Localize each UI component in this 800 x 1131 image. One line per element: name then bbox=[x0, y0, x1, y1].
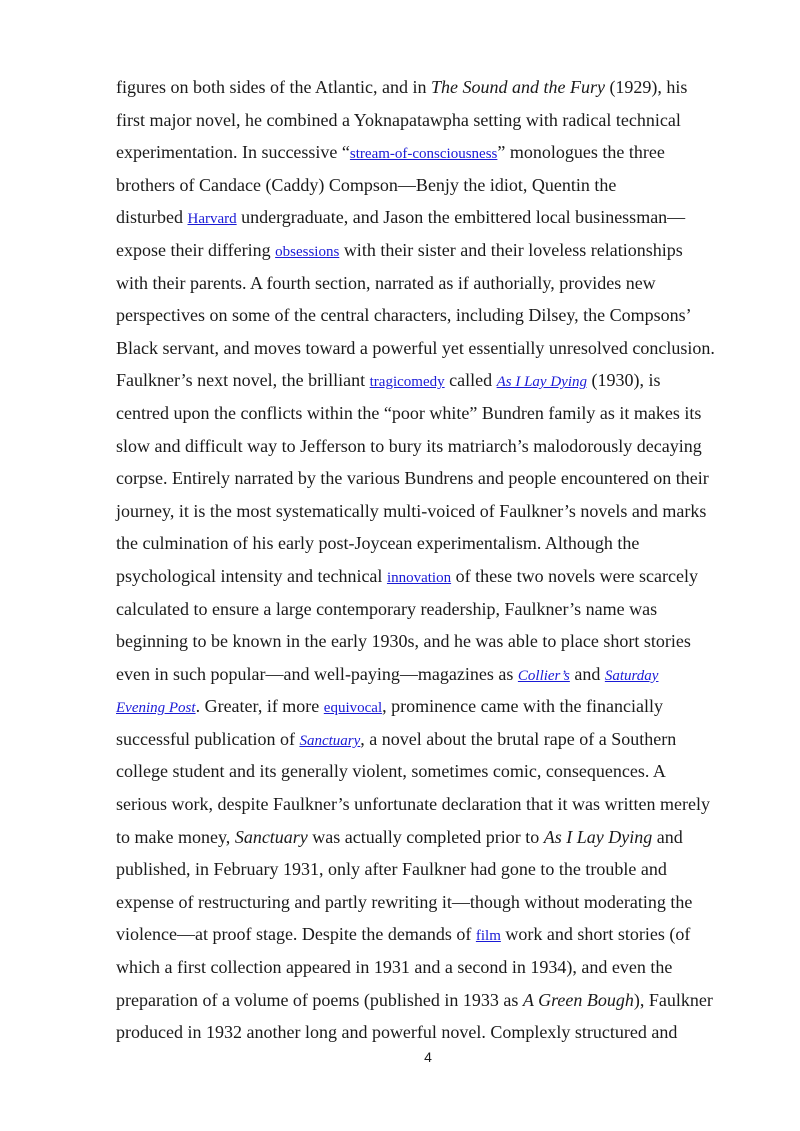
text-line bbox=[116, 234, 756, 267]
text-span: of these two novels were scarcely bbox=[451, 565, 699, 586]
text-span: first major novel, he combined a Yoknapatawpha setting with radical technical bbox=[116, 109, 681, 130]
text-span: psychological intensity and technical bbox=[116, 565, 387, 586]
text-line bbox=[116, 690, 756, 723]
text-span: work and short stories (of bbox=[500, 924, 691, 945]
text-line bbox=[116, 364, 756, 397]
text-span: (1930), is bbox=[587, 370, 661, 391]
page-number: 4 bbox=[424, 1049, 432, 1065]
text-span: journey, it is the most systematically multi-voiced of Faulkner’s novels and marks bbox=[116, 500, 707, 521]
text-span: called bbox=[444, 370, 497, 391]
text-span: expose their differing bbox=[116, 239, 276, 260]
text-line bbox=[116, 299, 756, 332]
text-line bbox=[116, 462, 756, 495]
text-span: Black servant, and moves toward a powerful yet essentially unresolved conclusion. bbox=[116, 337, 715, 358]
text-span: which a first collection appeared in 1931 and a second in 1934), and even the bbox=[116, 957, 673, 978]
text-line bbox=[116, 755, 756, 788]
text-span: published, in February 1931, only after Faulkner had gone to the trouble and bbox=[116, 859, 667, 880]
text-span: (1929), his bbox=[604, 77, 688, 97]
text-span: even in such popular—and well-paying—magazines as bbox=[116, 663, 518, 684]
text-line bbox=[116, 723, 756, 756]
inline-link[interactable]: film bbox=[475, 928, 501, 945]
text-span: serious work, despite Faulkner’s unfortunate declaration that it was written merely bbox=[116, 794, 710, 815]
text-span: ), Faulkner bbox=[633, 989, 713, 1010]
text-line bbox=[116, 984, 756, 1017]
text-line bbox=[116, 560, 756, 593]
text-span: beginning to be known in the early 1930s, and he was able to place short stories bbox=[116, 631, 691, 652]
inline-link[interactable]: stream-of-consciousness bbox=[349, 146, 498, 163]
inline-link[interactable]: Collier’s bbox=[517, 667, 570, 684]
text-span: Faulkner’s next novel, the brilliant bbox=[116, 370, 370, 391]
text-span: with their parents. A fourth section, narrated as if authorially, provides new bbox=[116, 272, 656, 293]
text-line bbox=[116, 71, 756, 104]
text-span: figures on both sides of the Atlantic, and in bbox=[116, 77, 431, 97]
text-span: expense of restructuring and partly rewriting it—though without moderating the bbox=[116, 891, 693, 912]
text-span: , prominence came with the financially bbox=[382, 696, 663, 717]
italic-text: As I Lay Dying bbox=[543, 826, 653, 847]
text-line bbox=[116, 625, 756, 658]
inline-link[interactable]: equivocal bbox=[323, 700, 383, 717]
text-span: ” monologues the three bbox=[497, 142, 665, 163]
inline-link[interactable]: Saturday bbox=[604, 667, 659, 684]
text-line bbox=[116, 918, 756, 951]
text-line bbox=[116, 1016, 756, 1049]
text-span: preparation of a volume of poems (published in 1933 as bbox=[116, 989, 523, 1010]
text-line bbox=[116, 332, 756, 365]
italic-text: The Sound and the Fury bbox=[430, 77, 605, 97]
inline-link[interactable]: As I Lay Dying bbox=[496, 374, 587, 391]
text-span: undergraduate, and Jason the embittered local businessman— bbox=[236, 207, 686, 228]
body-text bbox=[116, 71, 756, 1049]
text-span: and bbox=[569, 663, 605, 684]
text-span: to make money, bbox=[116, 826, 235, 847]
text-line bbox=[116, 788, 756, 821]
text-span: calculated to ensure a large contemporary readership, Faulkner’s name was bbox=[116, 598, 658, 619]
text-line bbox=[116, 430, 756, 463]
text-span: with their sister and their loveless relationships bbox=[339, 239, 683, 260]
text-span: college student and its generally violent, sometimes comic, consequences. A bbox=[116, 761, 666, 782]
text-span: successful publication of bbox=[116, 728, 300, 749]
inline-link[interactable]: Harvard bbox=[187, 211, 237, 228]
text-span: . Greater, if more bbox=[195, 696, 324, 717]
text-line bbox=[116, 201, 756, 234]
text-line bbox=[116, 593, 756, 626]
text-line bbox=[116, 886, 756, 919]
text-span: brothers of Candace (Caddy) Compson—Benjy the idiot, Quentin the bbox=[116, 174, 617, 195]
inline-link[interactable]: Sanctuary bbox=[299, 732, 361, 749]
text-line bbox=[116, 658, 756, 691]
text-span: was actually completed prior to bbox=[307, 826, 544, 847]
text-span: violence—at proof stage. Despite the demands of bbox=[116, 924, 476, 945]
italic-text: A Green Bough bbox=[522, 989, 634, 1010]
text-line bbox=[116, 136, 756, 169]
text-span: slow and difficult way to Jefferson to bury its matriarch’s malodorously decaying bbox=[116, 435, 702, 456]
text-span: centred upon the conflicts within the “poor white” Bundren family as it makes its bbox=[116, 402, 702, 423]
text-span: the culmination of his early post-Joycean experimentalism. Although the bbox=[116, 533, 640, 554]
italic-text: Sanctuary bbox=[234, 826, 308, 847]
text-line bbox=[116, 853, 756, 886]
text-line bbox=[116, 951, 756, 984]
text-line bbox=[116, 104, 756, 137]
text-span: produced in 1932 another long and powerful novel. Complexly structured and bbox=[116, 1022, 678, 1043]
inline-link[interactable]: obsessions bbox=[275, 243, 340, 260]
text-line bbox=[116, 267, 756, 300]
text-span: perspectives on some of the central characters, including Dilsey, the Compsons’ bbox=[116, 305, 692, 326]
text-line bbox=[116, 527, 756, 560]
text-span: experimentation. In successive “ bbox=[116, 142, 350, 163]
inline-link[interactable]: tragicomedy bbox=[369, 374, 445, 391]
text-line bbox=[116, 397, 756, 430]
text-line bbox=[116, 821, 756, 854]
inline-link[interactable]: innovation bbox=[386, 569, 452, 586]
text-line bbox=[116, 495, 756, 528]
text-span: , a novel about the brutal rape of a Southern bbox=[360, 728, 677, 749]
text-line bbox=[116, 169, 756, 202]
text-span: disturbed bbox=[116, 207, 188, 228]
text-span: and bbox=[652, 826, 683, 847]
inline-link[interactable]: Evening Post bbox=[116, 700, 196, 717]
text-span: corpse. Entirely narrated by the various Bundrens and people encountered on their bbox=[116, 468, 709, 489]
